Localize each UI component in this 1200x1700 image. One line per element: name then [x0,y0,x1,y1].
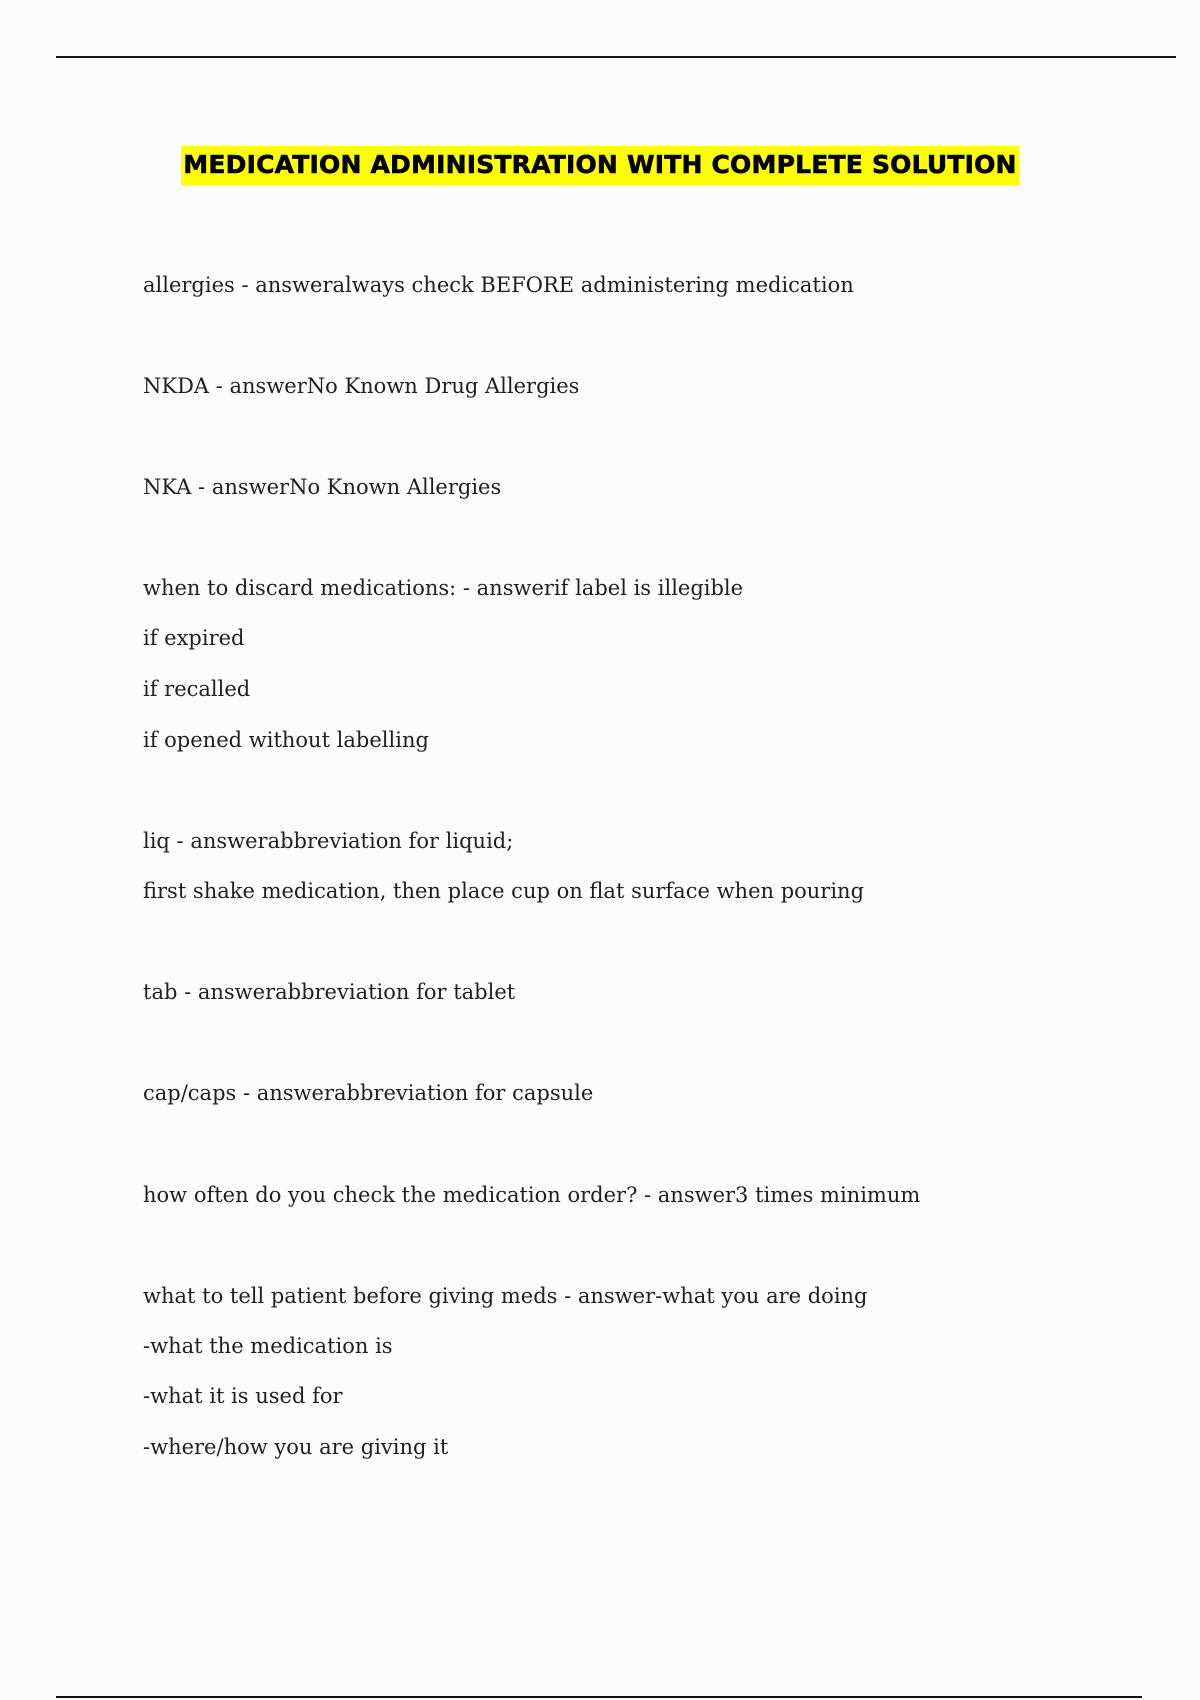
header-rule [56,56,1176,58]
qa-line: if expired [143,626,245,650]
qa-line: allergies - answeralways check BEFORE administering medication [143,273,854,297]
qa-line: tab - answerabbreviation for tablet [143,980,516,1004]
qa-line: -where/how you are giving it [143,1435,449,1459]
qa-line: NKDA - answerNo Known Drug Allergies [143,374,580,398]
qa-line: when to discard medications: - answerif label is illegible [143,576,744,600]
qa-line: -what it is used for [143,1384,343,1408]
qa-line: what to tell patient before giving meds - answer-what you are doing [143,1284,868,1308]
qa-line: cap/caps - answerabbreviation for capsule [143,1081,594,1105]
qa-line: first shake medication, then place cup on flat surface when pouring [143,879,865,903]
qa-line: if recalled [143,677,251,701]
footer-rule [56,1696,1142,1698]
qa-line: -what the medication is [143,1334,393,1358]
qa-line: how often do you check the medication order? - answer3 times minimum [143,1183,921,1207]
qa-line: if opened without labelling [143,728,429,752]
qa-line: NKA - answerNo Known Allergies [143,475,502,499]
qa-line: liq - answerabbreviation for liquid; [143,829,514,853]
title-container [0,146,1200,185]
document-title: MEDICATION ADMINISTRATION WITH COMPLETE SOLUTION [181,146,1018,185]
